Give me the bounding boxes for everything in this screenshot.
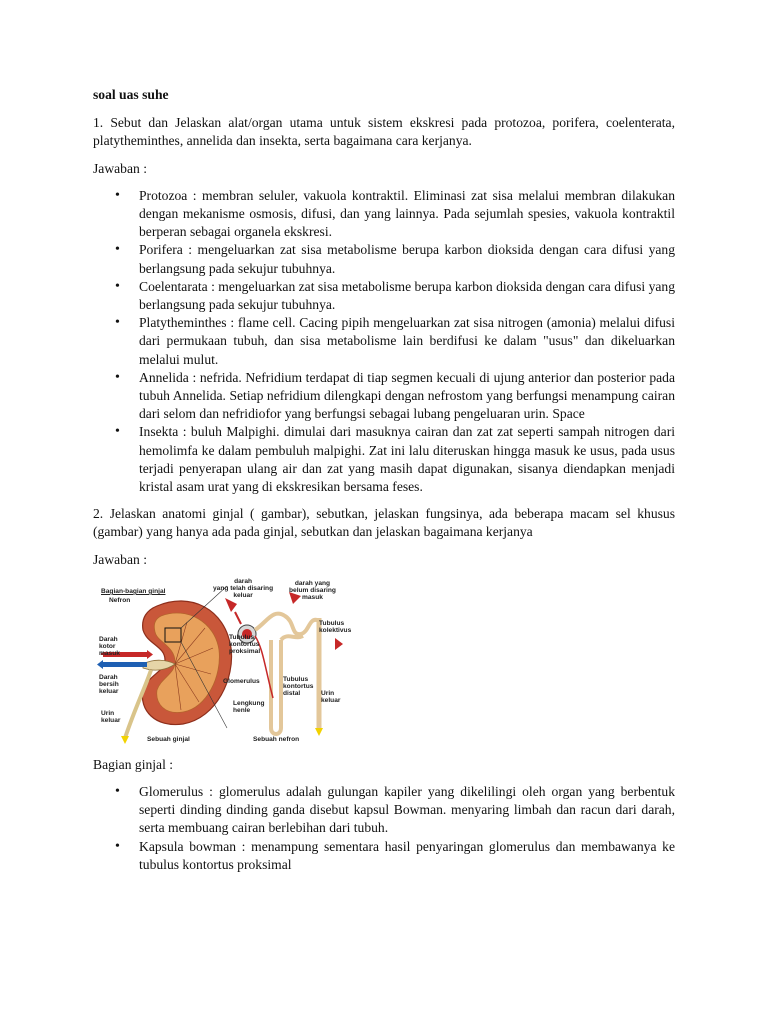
list-item: • Porifera : mengeluarkan zat sisa metabolisme berupa karbon dioksida dengan cara difusi yang berlangsung pada sekujur tubuhnya. — [139, 241, 675, 277]
list-item: • Insekta : buluh Malpighi. dimulai dari masuknya cairan dan zat zat seperti sampah nitrogen dari hemolimfa ke dalam pembuluh malpighi. Zat ini lalu diteruskan hingga masuk ke usus, pada usus terjadi penyerapan ulang air dan zat yang masih dapat digunakan, sisanya diendapkan menjadi kristal asam urat yang di ekskresikan bersama feses. — [139, 423, 675, 496]
label-darah-kotor: Darah kotor masuk — [99, 635, 120, 658]
label-darah-belum: darah yang belum disaring masuk — [289, 579, 336, 602]
answer-list-1 — [93, 187, 675, 496]
list-item: • Annelida : nefrida. Nefridium terdapat di tiap segmen kecuali di ujung anterior dan posterior pada tubuh Annelida. Setiap nefridium dilengkapi dengan nefrostom yang berfungsi menampung cairan dari selom dan nefridiofor yang berfungsi sebagai lubang pengeluaran urin. Space — [139, 369, 675, 424]
list-item: • Platytheminthes : flame cell. Cacing pipih mengeluarkan zat sisa nitrogen (amonia) melalui difusi dari permukaan tubuh, dan sisa metabolisme lain berdifusi ke dalam "usus" dan dikeluarkan melalui mulut. — [139, 314, 675, 369]
label-tubulus-distal: Tubulus kontortus distal — [283, 675, 314, 698]
label-nefron: Nefron — [109, 596, 131, 604]
label-sebuah-ginjal: Sebuah ginjal — [147, 735, 190, 743]
list-item: • Glomerulus : glomerulus adalah gulungan kapiler yang dikelilingi oleh organ yang berbentuk seperti dinding dinding ganda disebut kapsul Bowman. menyaring limbah dan racun dari darah, serta membuang cairan berlebihan dari tubuh. — [139, 783, 675, 838]
label-bagian-ginjal: Bagian-bagian ginjal — [101, 587, 166, 595]
label-darah-disaring: darah yang telah disaring keluar — [213, 577, 274, 600]
label-sebuah-nefron: Sebuah nefron — [253, 735, 300, 743]
document-title: soal uas suhe — [93, 87, 169, 102]
label-tubulus-kolektivus: Tubulus kolektivus — [319, 619, 352, 635]
list-item: • Protozoa : membran seluler, vakuola kontraktil. Eliminasi zat sisa melalui membran dilakukan dengan mekanisme osmosis, difusi, dan yang lainnya. Pada sejumlah spesies, vakuola kontraktil berperan sebagai organela ekskresi. — [139, 187, 675, 242]
answer-label-1: Jawaban : — [93, 160, 147, 176]
answer-label-2: Jawaban : — [93, 551, 147, 567]
bagian-ginjal-label: Bagian ginjal : — [93, 756, 174, 772]
list-item: • Kapsula bowman : menampung sementara hasil penyaringan glomerulus dan membawanya ke tubulus kontortus proksimal — [139, 838, 675, 874]
kidney-illustration — [95, 578, 357, 750]
kidney-diagram — [95, 578, 357, 750]
label-tubulus-proksimal: Tubulus kontortus proksimal — [229, 633, 261, 656]
question-2: 2. Jelaskan anatomi ginjal ( gambar), sebutkan, jelaskan fungsinya, ada beberapa macam sel khusus (gambar) yang hanya ada pada ginjal, sebutkan dan jelaskan bagaimana kerjanya — [93, 506, 675, 540]
document-page — [93, 86, 675, 883]
list-item: • Coelentarata : mengeluarkan zat sisa metabolisme berupa karbon dioksida dengan cara difusi yang berlangsung pada sekujur tubuhnya. — [139, 278, 675, 314]
question-1: 1. Sebut dan Jelaskan alat/organ utama untuk sistem ekskresi pada protozoa, porifera, coelenterata, platytheminthes, annelida dan insekta, serta bagaimana cara kerjanya. — [93, 115, 675, 149]
answer-list-2 — [93, 783, 675, 874]
label-lengkung-henle: Lengkung henle — [233, 699, 265, 715]
label-glomerulus: Glomerulus — [223, 677, 260, 685]
label-urin-keluar-right: Urin keluar — [321, 689, 341, 705]
label-darah-bersih: Darah bersih keluar — [99, 673, 119, 696]
label-urin-keluar-left: Urin keluar — [101, 709, 121, 725]
